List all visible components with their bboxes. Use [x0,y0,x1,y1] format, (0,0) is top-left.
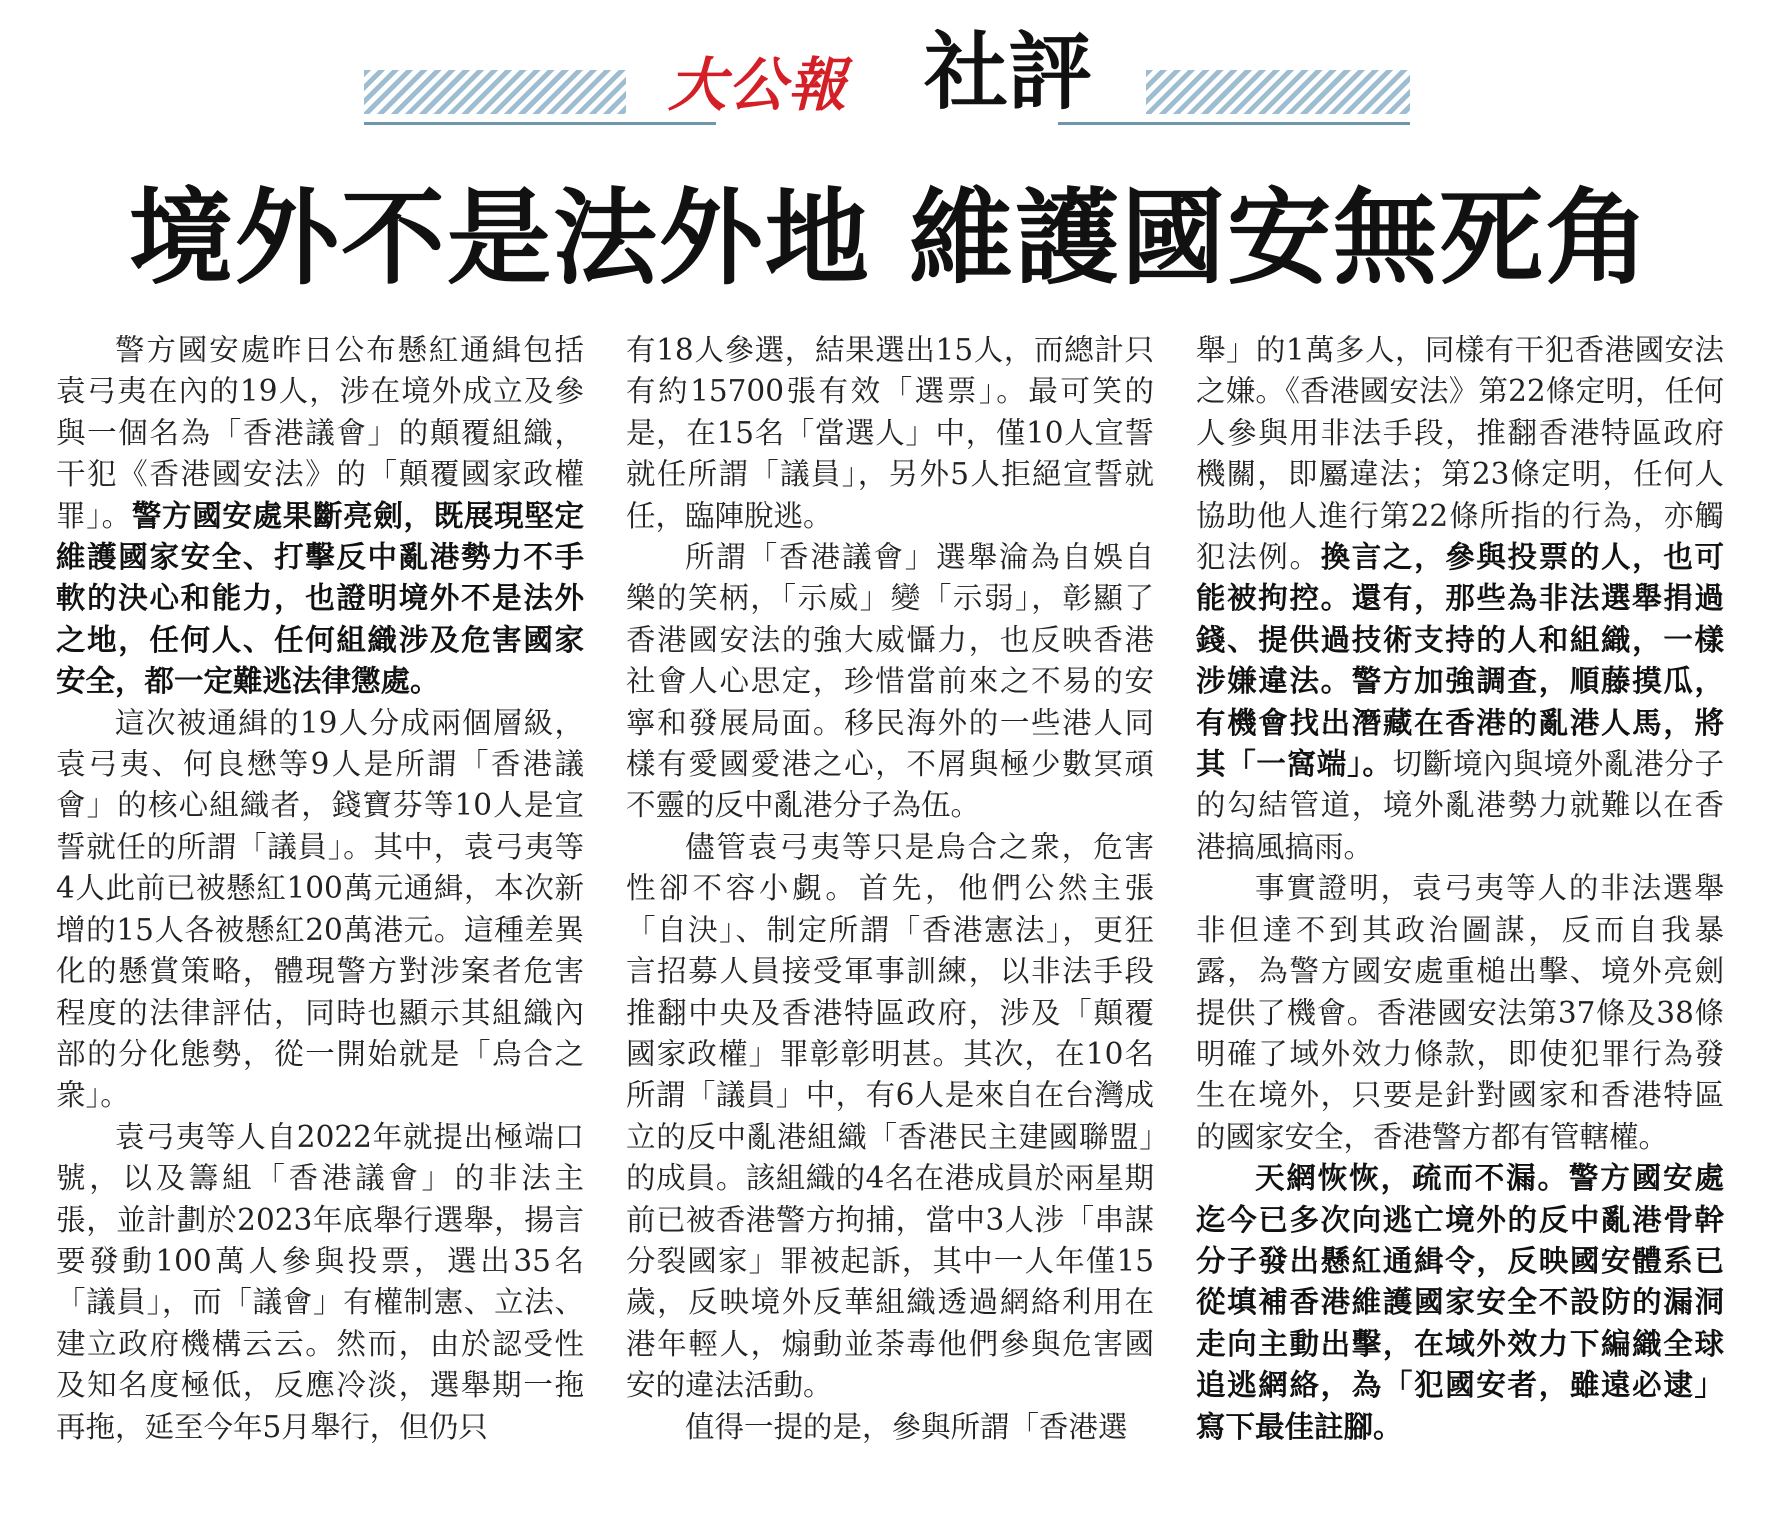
section-title: 社評 [924,22,1093,121]
article-paragraph [626,1407,1154,1448]
masthead [0,0,1778,140]
article-column-1 [56,330,584,1500]
rule-right [1058,122,1410,125]
article-column-3 [1196,330,1724,1500]
article-paragraph [626,537,1154,827]
body-text: 警方國安處昨日公布懸紅通緝包括袁弓夷在內的19人，涉在境外成立及參與一個名為「香港議會」的顛覆組織，干犯《香港國安法》的「顛覆國家政權罪」。 [56,333,584,533]
hatch-band-right [1146,70,1410,114]
emphasis-text: 換言之，參與投票的人，也可能被拘控。還有，那些為非法選舉捐過錢、提供過技術支持的人和組織，一樣涉嫌違法。警方加強調查，順藤摸瓜，有機會找出潛藏在香港的亂港人馬，將其「一窩端」。 [1196,540,1724,782]
body-text: 所謂「香港議會」選舉淪為自娛自樂的笑柄，「示威」變「示弱」，彰顯了香港國安法的強大威懾力，也反映香港社會人心思定，珍惜當前來之不易的安寧和發展局面。移民海外的一些港人同樣有愛國愛港之心，不屑與極少數冥頑不靈的反中亂港分子為伍。 [626,540,1154,823]
article-paragraph [1196,1158,1724,1448]
body-text: 這次被通緝的19人分成兩個層級，袁弓夷、何良懋等9人是所謂「香港議會」的核心組織者，錢寶芬等10人是宣誓就任的所謂「議員」。其中，袁弓夷等4人此前已被懸紅100萬元通緝，本次新增的15人各被懸紅20萬港元。這種差異化的懸賞策略，體現警方對涉案者危害程度的法律評估，同時也顯示其組織內部的分化態勢，從一開始就是「烏合之衆」。 [56,705,584,1113]
body-text: 儘管袁弓夷等只是烏合之衆，危害性卻不容小覷。首先，他們公然主張「自決」、制定所謂「香港憲法」，更狂言招募人員接受軍事訓練，以非法手段推翻中央及香港特區政府，涉及「顛覆國家政權」罪彰彰明甚。其次，在10名所謂「議員」中，有6人是來自在台灣成立的反中亂港組織「香港民主建國聯盟」的成員。該組織的4名在港成員於兩星期前已被香港警方拘捕，當中3人涉「串謀分裂國家」罪被起訴，其中一人年僅15歲，反映境外反華組織透過網絡利用在港年輕人，煽動並荼毒他們參與危害國安的違法活動。 [626,829,1154,1403]
body-text: 值得一提的是，參與所謂「香港選 [685,1409,1128,1444]
article-paragraph [1196,330,1724,868]
article-paragraph [56,1117,584,1448]
body-text: 舉」的1萬多人，同樣有干犯香港國安法之嫌。《香港國安法》第22條定明，任何人參與用非法手段，推翻香港特區政府機關，即屬違法；第23條定明，任何人協助他人進行第22條所指的行為，亦觸犯法例。 [1196,333,1724,575]
article-paragraph [56,703,584,1117]
newspaper-logo: 大公報 [668,51,849,119]
hatch-band-left [364,70,626,114]
emphasis-text: 天網恢恢，疏而不漏。警方國安處迄今已多次向逃亡境外的反中亂港骨幹分子發出懸紅通緝令，反映國安體系已從填補香港維護國家安全不設防的漏洞走向主動出擊，在域外效力下編織全球追逃網絡，為「犯國安者，雖遠必逮」寫下最佳註腳。 [1196,1161,1724,1444]
article-column-2 [626,330,1154,1500]
article-paragraph [56,330,584,703]
body-text: 袁弓夷等人自2022年就提出極端口號，以及籌組「香港議會」的非法主張，並計劃於2023年底舉行選舉，揚言要發動100萬人參與投票，選出35名「議員」，而「議會」有權制憲、立法、建立政府機構云云。然而，由於認受性及知名度極低，反應冷淡，選舉期一拖再拖，延至今年5月舉行，但仍只 [56,1119,584,1444]
headline: 境外不是法外地 維護國安無死角 [128,177,1652,299]
body-text: 有18人參選，結果選出15人，而總計只有約15700張有效「選票」。最可笑的是，在15名「當選人」中，僅10人宣誓就任所謂「議員」，另外5人拒絕宣誓就任，臨陣脫逃。 [626,333,1154,533]
rule-left [364,122,716,125]
body-text: 切斷境內與境外亂港分子的勾結管道，境外亂港勢力就難以在香港搞風搞雨。 [1196,747,1724,864]
article-paragraph [626,827,1154,1407]
article-paragraph [1196,868,1724,1158]
article-paragraph [626,330,1154,537]
body-text: 事實證明，袁弓夷等人的非法選舉非但達不到其政治圖謀，反而自我暴露，為警方國安處重槌出擊、境外亮劍提供了機會。香港國安法第37條及38條明確了域外效力條款，即使犯罪行為發生在境外，只要是針對國家和香港特區的國家安全，香港警方都有管轄權。 [1196,871,1724,1154]
emphasis-text: 警方國安處果斷亮劍，既展現堅定維護國家安全、打擊反中亂港勢力不手軟的決心和能力，也證明境外不是法外之地，任何人、任何組織涉及危害國家安全，都一定難逃法律懲處。 [56,498,584,699]
